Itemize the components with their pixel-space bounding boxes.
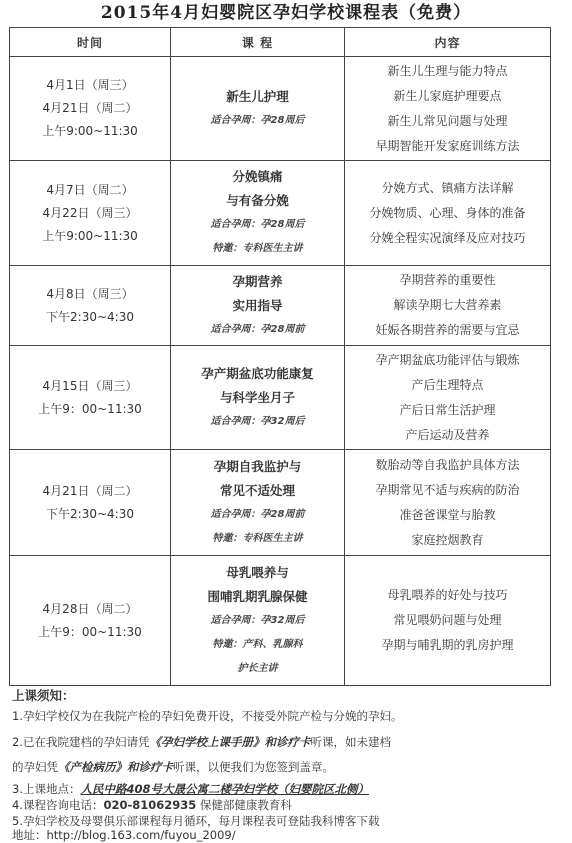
course-feature: 特邀：专科医生主讲 (212, 532, 303, 544)
content-line: 孕期营养的重要性 (399, 273, 496, 287)
content-line: 产后生理特点 (411, 377, 484, 392)
course-name: 常见不适处理 (219, 482, 295, 498)
content-cell (345, 161, 551, 266)
content-line: 准爸爸课堂与胎教 (399, 507, 496, 522)
content-line: 母乳喂养的好处与技巧 (387, 588, 508, 602)
time-line: 4月15日（周三） (42, 378, 138, 393)
course-fit: 适合孕周：孕32周后 (210, 415, 305, 427)
page-title: 2015年4月妇婴院区孕妇学校课程表（免费） (100, 3, 472, 23)
course-name: 新生儿护理 (226, 88, 289, 104)
content-cell (345, 346, 551, 450)
course-cell (171, 266, 345, 346)
header-time: 时间 (10, 28, 171, 57)
content-line: 分娩方式、镇痛方法详解 (381, 180, 514, 195)
content-line: 常见喂奶问题与处理 (393, 613, 502, 627)
time-line: 上午9:00~11:30 (42, 228, 138, 243)
note-1: 1.孕妇学校仅为在我院产检的孕妇免费开设，不接受外院产检与分娩的孕妇。 (12, 709, 403, 723)
course-name: 孕期自我监护与 (213, 458, 302, 474)
table-row (10, 57, 551, 161)
note-2-part: 听课，以便我们为您签到盖章。 (173, 760, 334, 774)
time-cell (10, 161, 171, 266)
time-line: 4月7日（周二） (46, 182, 134, 197)
course-cell (171, 450, 345, 556)
time-cell (10, 266, 171, 346)
note-4-phone: 020-81062935 (103, 798, 197, 812)
course-feature: 特邀：产科、乳腺科 (212, 638, 303, 650)
time-line: 4月1日（周三） (46, 78, 134, 92)
time-line: 4月8日（周三） (46, 286, 134, 301)
course-fit: 适合孕周：孕32周后 (210, 614, 305, 626)
content-cell (345, 266, 551, 346)
course-cell (171, 57, 345, 161)
note-2-continued (12, 759, 334, 775)
time-line: 下午2:30~4:30 (46, 309, 134, 324)
course-name: 孕期营养 (232, 273, 283, 289)
content-line: 孕产期盆底功能评估与锻炼 (375, 352, 520, 367)
course-fit: 适合孕周：孕28周后 (210, 114, 305, 126)
notes-heading: 上课须知： (12, 688, 75, 703)
content-cell (345, 556, 551, 686)
content-line: 孕期常见不适与疾病的防治 (375, 482, 520, 497)
note-4 (12, 797, 292, 813)
course-fit: 适合孕周：孕28周前 (210, 323, 305, 335)
course-name: 母乳喂养与 (226, 564, 289, 580)
course-fit: 适合孕周：孕28周后 (210, 219, 305, 230)
note-3 (12, 781, 369, 797)
note-3-label: 3.上课地点： (12, 782, 81, 796)
schedule-table (9, 27, 551, 686)
time-cell (10, 346, 171, 450)
note-5: 5.孕妇学校及母婴俱乐部课程每月循环，每月课程表可登陆我科博客下载 (12, 814, 380, 828)
course-name: 实用指导 (232, 297, 283, 313)
content-line: 分娩物质、心理、身体的准备 (369, 205, 526, 220)
time-line: 上午9：00~11:30 (38, 401, 142, 416)
course-cell (171, 346, 345, 450)
note-2-part: 2.已在我院建档的孕妇请凭 (12, 735, 150, 749)
content-line: 产后日常生活护理 (399, 402, 496, 417)
course-name: 孕产期盆底功能康复 (201, 365, 314, 381)
note-2-bold: 《孕妇学校上课手册》和诊疗卡 (149, 735, 311, 749)
table-row (10, 450, 551, 556)
time-cell (10, 556, 171, 686)
content-line: 产后运动及营养 (405, 427, 490, 442)
course-fit: 适合孕周：孕28周前 (210, 508, 305, 520)
content-line: 解读孕期七大营养素 (393, 298, 502, 312)
content-line: 早期智能开发家庭训练方法 (375, 138, 520, 153)
header-content: 内容 (345, 28, 551, 57)
time-line: 4月21日（周二） (42, 101, 138, 115)
content-line: 新生儿生理与能力特点 (387, 63, 508, 78)
time-line: 上午9：00~11:30 (38, 624, 142, 639)
time-line: 4月22日（周三） (42, 205, 138, 220)
course-name: 与有备分娩 (226, 193, 289, 208)
note-2-bold: 《产检病历》和诊疗卡 (58, 760, 173, 774)
time-line: 4月21日（周二） (42, 483, 138, 498)
note-2-part: 的孕妇凭 (12, 760, 58, 774)
table-row (10, 556, 551, 686)
course-name: 分娩镇痛 (232, 169, 283, 184)
table-row (10, 346, 551, 450)
content-line: 新生儿家庭护理要点 (393, 88, 502, 103)
note-4-label: 4.课程咨询电话： (12, 798, 104, 812)
content-line: 分娩全程实况演绎及应对技巧 (369, 230, 526, 245)
time-line: 上午9:00~11:30 (42, 124, 138, 138)
header-course: 课 程 (171, 28, 345, 57)
course-feature: 特邀：专科医生主讲 (212, 243, 303, 254)
note-3-address: 人民中路408号大晟公寓二楼孕妇学校（妇婴院区北侧） (80, 782, 369, 796)
course-cell (171, 161, 345, 266)
table-row (10, 266, 551, 346)
course-name: 与科学坐月子 (219, 389, 295, 405)
course-name: 围哺乳期乳腺保健 (207, 588, 308, 604)
time-line: 4月28日（周二） (42, 601, 138, 616)
note-6[interactable]: 地址：http://blog.163.com/fuyou_2009/ (12, 828, 236, 842)
time-line: 下午2:30~4:30 (46, 506, 134, 521)
time-cell (10, 450, 171, 556)
note-2 (12, 734, 391, 750)
content-line: 孕期与哺乳期的乳房护理 (381, 638, 514, 652)
course-cell (171, 556, 345, 686)
content-line: 家庭控烟教育 (411, 532, 484, 547)
time-cell (10, 57, 171, 161)
note-4-dept: 保健部健康教育科 (196, 798, 292, 812)
note-2-part: 听课，如未建档 (310, 735, 391, 749)
content-line: 妊娠各期营养的需要与宜忌 (375, 323, 520, 337)
content-cell (345, 57, 551, 161)
course-feature: 护长主讲 (237, 662, 278, 674)
table-header-row (10, 28, 551, 57)
table-row (10, 161, 551, 266)
content-line: 数胎动等自我监护具体方法 (375, 457, 520, 472)
content-line: 新生儿常见问题与处理 (387, 113, 508, 128)
content-cell (345, 450, 551, 556)
